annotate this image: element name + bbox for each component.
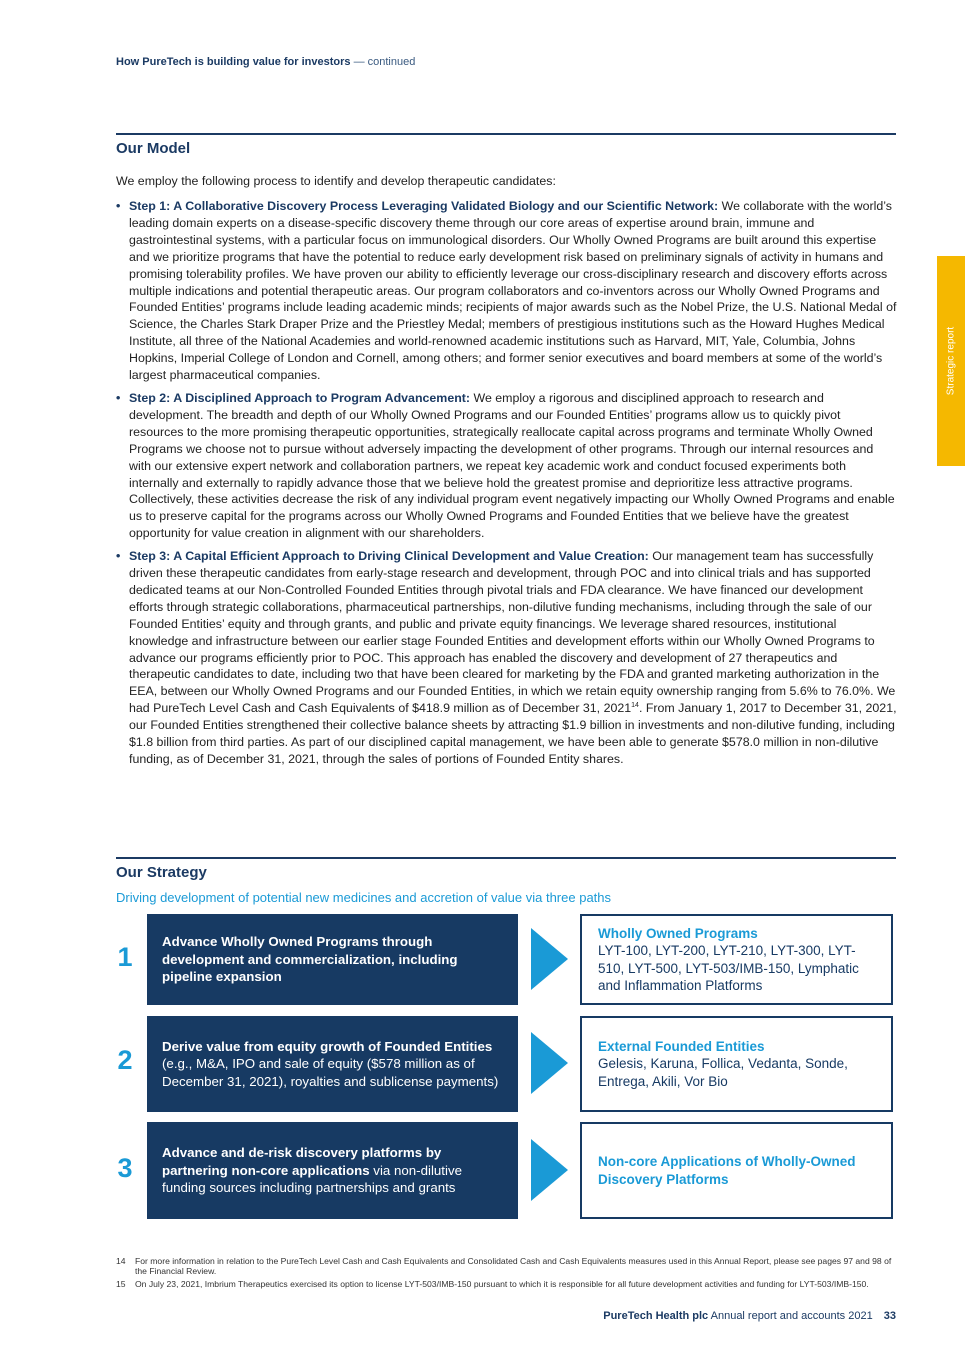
strategy-title: Our Strategy [116, 864, 207, 881]
model-title: Our Model [116, 140, 191, 157]
step-body: We collaborate with the world’s leading domain experts on a disease-specific discovery theme through our core areas of expertise around brain, immune and gastrointestinal systems, with a particular focus on immunological disorders. Our Wholly Owned Programs are built around this expertise and we prioritize programs that have the potential to reduce early development risk based on preliminary signals of activity in humans and promising tolerability profiles. We have proven our ability to efficiently leverage our cross-disciplinary research and discovery efforts across multiple indications and potential therapeutic areas. Our program collaborators and co-inventors across our Wholly Owned Programs and Founded Entities’ programs include leading academic minds; recipients of major awards such as the Nobel Prize, the U.S. National Medal of Science, the Charles Stark Draper Prize and the Priestley Medal; members of prestigious institutions such as the Howard Hughes Medical Institute, all three of the National Academies and world-renowned academic institutions such as Harvard, MIT, Yale, Columbia, Johns Hopkins, Imperial College of London and Cornell, among others; and former senior executives and board members at some of the world’s largest pharmaceutical companies. [129, 199, 897, 383]
arrow-right-icon [531, 1032, 568, 1094]
result-title: Non-core Applications of Wholly-Owned Discovery Platforms [598, 1154, 856, 1187]
step-body: We employ a rigorous and disciplined approach to research and development. The breadth and depth of our Wholly Owned Programs and our Founded Entities’ programs allow us to quickly pivot resources to the more promising therapeutic opportunities, strategically reallocate capital across programs and terminate Wholly Owned Programs we choose not to pursue without adversely impacting the development of other programs. Through our internal resources and with our extensive expert network and collaboration partners, we repeat key academic work and conduct focused experiments both internally and externally to rapidly advance those that we believe hold the greatest promise and deprioritize less attractive programs. Collectively, these activities decrease the risk of any individual program event negatively impacting our Wholly Owned Programs and enable us to preserve capital for the programs across our Wholly Owned Programs and Founded Entities that we believe have the greatest opportunity for value creation in alignment with our shareholders. [129, 390, 895, 541]
step-item [116, 390, 898, 542]
path-box [147, 1016, 518, 1112]
footnotes [116, 1256, 896, 1292]
step-item [116, 198, 898, 384]
side-tab [937, 256, 965, 466]
result-title: Wholly Owned Programs [598, 925, 758, 941]
path-box [147, 1122, 518, 1219]
step-title: Step 3: A Capital Efficient Approach to Driving Clinical Development and Value Creation: [129, 549, 649, 564]
footer-company: PureTech Health plc [603, 1310, 709, 1322]
footnote-number: 15 [116, 1279, 126, 1289]
footnote-text: On July 23, 2021, Imbrium Therapeutics exercised its option to license LYT-503/IMB-150 pursuant to which it is responsible for all future development activities and funding for LYT-503/IMB-150. [135, 1279, 869, 1289]
footnote-ref: 14 [631, 702, 639, 710]
path-rest: via non-dilutive funding sources including partnerships and grants [162, 1162, 462, 1196]
path-strong: Advance Wholly Owned Programs through development and commercialization, including pipeline expansion [162, 934, 458, 985]
footnote [116, 1279, 896, 1289]
step-item [116, 548, 898, 768]
running-header-title: How PureTech is building value for investors [116, 56, 351, 68]
step-title: Step 2: A Disciplined Approach to Program Advancement: [129, 390, 471, 405]
footnote-number: 14 [116, 1256, 126, 1266]
section-rule [116, 133, 896, 135]
strategy-subtitle: Driving development of potential new medicines and accretion of value via three paths [116, 890, 612, 905]
page-number: 33 [883, 1310, 896, 1322]
step-body-cont: . From January 1, 2017 to December 31, 2021, our Founded Entities strengthened their collective balance sheets by attracting $1.9 billion in investments and non-dilutive funding, including $1.8 billion from third parties. As part of our disciplined capital management, we have been able to generate $578.0 million in non-dilutive funding, as of December 31, 2021, through the sales of portions of Founded Entity shares. [129, 701, 897, 766]
result-body: LYT-100, LYT-200, LYT-210, LYT-300, LYT-510, LYT-500, LYT-503/IMB-150, Lymphatic and Inflammation Platforms [598, 943, 859, 993]
page-footer [580, 1310, 896, 1322]
arrow-right-icon [531, 1139, 568, 1201]
section-rule [116, 857, 896, 859]
footer-report: Annual report and accounts 2021 [710, 1310, 873, 1322]
path-strong: Derive value from equity growth of Founded Entities [162, 1038, 493, 1054]
steps-list [116, 198, 898, 774]
path-number: 1 [117, 942, 133, 972]
result-body: Gelesis, Karuna, Follica, Vedanta, Sonde, Entrega, Akili, Vor Bio [598, 1056, 848, 1089]
path-number: 3 [117, 1153, 133, 1183]
running-header-continued: — continued [350, 56, 416, 68]
result-box [580, 914, 893, 1005]
arrow-right-icon [531, 928, 568, 990]
path-rest: (e.g., M&A, IPO and sale of equity ($578 million as of December 31, 2021), royalties and sublicense payments) [162, 1056, 499, 1089]
result-box [580, 1016, 893, 1112]
footnote-text: For more information in relation to the PureTech Level Cash and Cash Equivalents and Consolidated Cash and Cash Equivalents measures used in this Annual Report, please see pages 97 and 98 of the Financial Review. [135, 1256, 892, 1276]
path-strong: Advance and de-risk discovery platforms by partnering non-core applications [162, 1145, 442, 1178]
result-title: External Founded Entities [598, 1038, 765, 1054]
step-body: Our management team has successfully driven these therapeutic candidates from early-stage research and development, through POC and into clinical trials and has supported dedicated teams at our Non-Controlled Founded Entities through pivotal trials and FDA clearance. We have financed our development efforts through strategic collaborations, pharmaceutical partnerships, non-dilutive funding mechanisms, including through the sale of our Founded Entities’ equity and through grants, and public and private equity financings. We leverage shared resources, institutional knowledge and infrastructure between our earlier stage Founded Entities and development efforts within our Wholly Owned Programs to advance our programs efficiently prior to POC. This approach has enabled the discovery and development of 27 therapeutics and therapeutic candidates to date, including two that have been cleared for marketing by the FDA and granted marketing authorization in the EEA, between our Wholly Owned Programs and our Founded Entities, in which we retain equity ownership ranging from 5.6% to 76.0%. We had PureTech Level Cash and Cash Equivalents of $418.9 million as of December 31, 2021 [129, 549, 896, 716]
result-box [580, 1122, 893, 1219]
running-header [116, 56, 415, 68]
footnote [116, 1256, 896, 1276]
model-intro: We employ the following process to identify and develop therapeutic candidates: [116, 174, 556, 188]
step-title: Step 1: A Collaborative Discovery Process Leveraging Validated Biology and our Scientific Network: [129, 199, 719, 213]
path-number: 2 [117, 1045, 133, 1075]
side-tab-label: Strategic report [945, 326, 957, 396]
path-box [147, 914, 518, 1005]
